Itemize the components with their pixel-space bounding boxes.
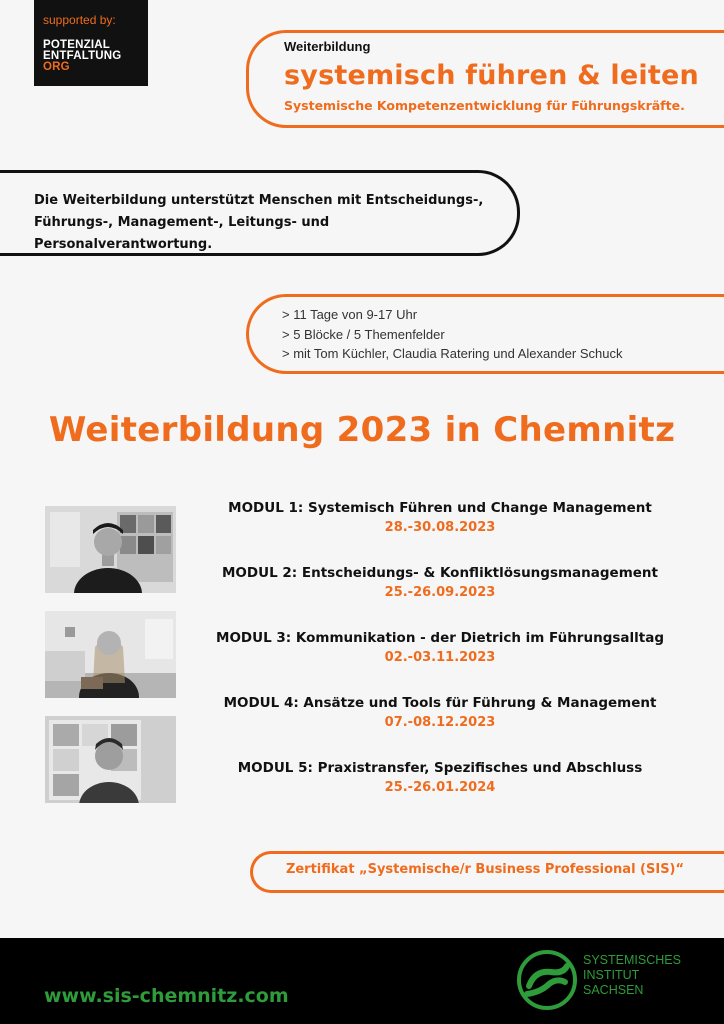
trainer-photo bbox=[45, 611, 176, 698]
title-kicker: Weiterbildung bbox=[284, 39, 371, 54]
certificate-text: Zertifikat „Systemische/r Business Professional (SIS)“ bbox=[285, 862, 685, 877]
logo-line: SYSTEMISCHES bbox=[583, 953, 681, 967]
facts-list bbox=[282, 305, 622, 364]
module-title: MODUL 5: Praxistransfer, Spezifisches und Abschluss bbox=[237, 760, 643, 776]
logo-line: SACHSEN bbox=[583, 983, 644, 997]
sponsor-brand-line3: ORG bbox=[43, 61, 70, 73]
module-date: 02.-03.11.2023 bbox=[384, 650, 496, 665]
trainer-photo bbox=[45, 716, 176, 803]
fact-item: > 11 Tage von 9-17 Uhr bbox=[282, 307, 418, 322]
module-date: 28.-30.08.2023 bbox=[384, 520, 496, 535]
module-title: MODUL 1: Systemisch Führen und Change Management bbox=[228, 500, 652, 516]
module-title: MODUL 2: Entscheidungs- & Konfliktlösungsmanagement bbox=[222, 565, 658, 581]
module-item bbox=[200, 563, 680, 628]
module-item bbox=[200, 628, 680, 693]
module-title: MODUL 4: Ansätze und Tools für Führung & Management bbox=[223, 695, 657, 711]
sponsor-brand-line1: POTENZIAL bbox=[43, 39, 110, 51]
sponsor-brand-line2: ENTFALTUNG bbox=[43, 50, 122, 62]
module-date: 25.-26.01.2024 bbox=[384, 780, 496, 795]
intro-text bbox=[34, 190, 504, 256]
module-item bbox=[200, 758, 680, 823]
intro-line: Die Weiterbildung unterstützt Menschen mit Entscheidungs-, bbox=[34, 193, 484, 208]
module-date: 25.-26.09.2023 bbox=[384, 585, 496, 600]
module-date: 07.-08.12.2023 bbox=[384, 715, 496, 730]
intro-line: Führungs-, Management-, Leitungs- und Personalverantwortung. bbox=[34, 215, 330, 252]
institute-logo-text bbox=[583, 953, 681, 998]
trainer-photo bbox=[45, 506, 176, 593]
website-link[interactable]: www.sis-chemnitz.com bbox=[44, 985, 289, 1007]
sponsor-box bbox=[34, 0, 148, 86]
fact-item: > mit Tom Küchler, Claudia Ratering und Alexander Schuck bbox=[282, 346, 623, 361]
page-title: systemisch führen & leiten bbox=[284, 60, 699, 91]
module-title: MODUL 3: Kommunikation - der Dietrich im Führungsalltag bbox=[216, 630, 664, 646]
institute-logo-icon bbox=[515, 948, 579, 1016]
module-item bbox=[200, 498, 680, 563]
sponsor-logo bbox=[43, 40, 121, 73]
sponsor-label: supported by: bbox=[43, 13, 116, 27]
page-subtitle: Systemische Kompetenzentwicklung für Führungskräfte. bbox=[284, 98, 685, 113]
fact-item: > 5 Blöcke / 5 Themenfelder bbox=[282, 326, 445, 342]
module-item bbox=[200, 693, 680, 758]
logo-line: INSTITUT bbox=[583, 968, 640, 982]
section-heading: Weiterbildung 2023 in Chemnitz bbox=[48, 410, 676, 450]
modules-list bbox=[200, 498, 680, 823]
